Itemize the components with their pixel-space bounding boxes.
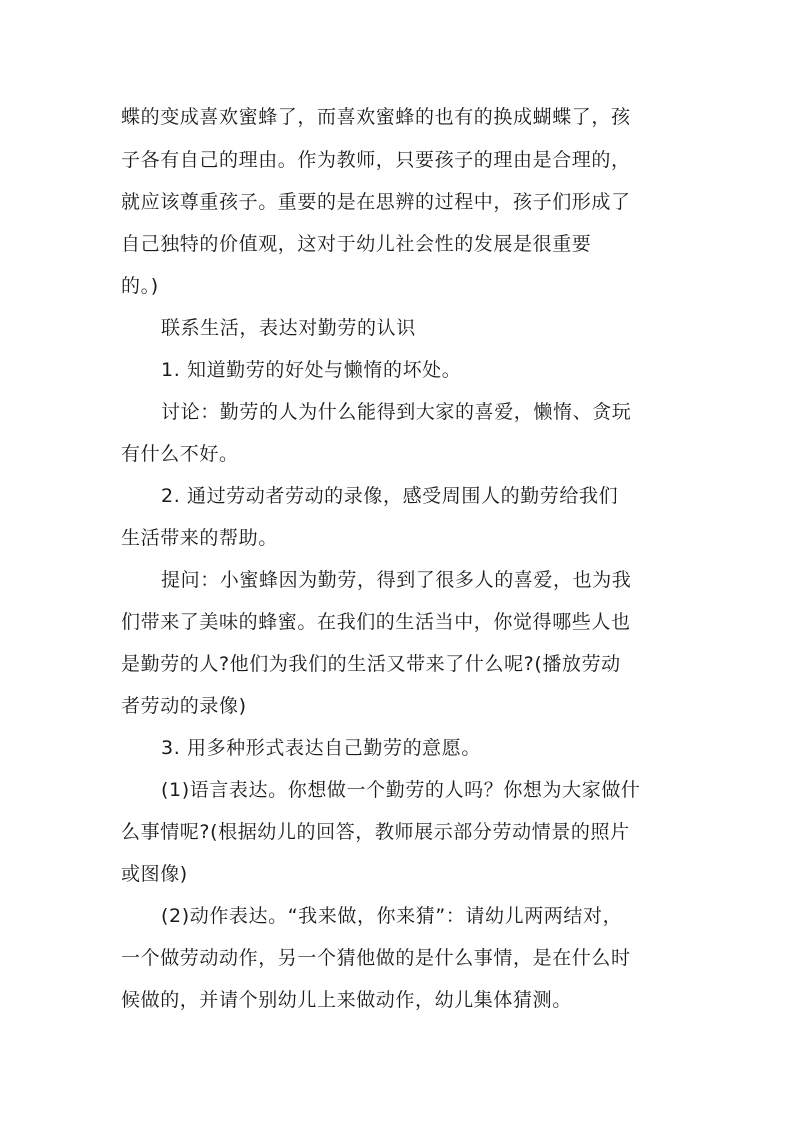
text-line: 者劳动的录像)	[121, 695, 247, 717]
text-line: 讨论：勤劳的人为什么能得到大家的喜爱，懒惰、贪玩	[161, 401, 632, 423]
text-line: 或图像)	[121, 863, 188, 885]
text-line: 就应该尊重孩子。重要的是在思辨的过程中，孩子们形成了	[121, 191, 631, 213]
text-line: 自己独特的价值观，这对于幼儿社会性的发展是很重要	[121, 233, 592, 255]
text-line: 有什么不好。	[121, 443, 239, 465]
section-heading: 联系生活，表达对勤劳的认识	[161, 317, 416, 339]
text-line: 是勤劳的人?他们为我们的生活又带来了什么呢?(播放劳动	[121, 653, 621, 675]
text-line: 候做的，并请个别幼儿上来做动作，幼儿集体猜测。	[121, 989, 572, 1011]
text-line: 一个做劳动动作，另一个猜他做的是什么事情，是在什么时	[121, 947, 631, 969]
text-line: 们带来了美味的蜂蜜。在我们的生活当中，你觉得哪些人也	[121, 611, 631, 633]
text-line: 子各有自己的理由。作为教师，只要孩子的理由是合理的，	[121, 149, 631, 171]
text-line: 提问：小蜜蜂因为勤劳，得到了很多人的喜爱，也为我	[161, 569, 632, 591]
list-item: 1. 知道勤劳的好处与懒惰的坏处。	[161, 359, 462, 381]
text-line: 蝶的变成喜欢蜜蜂了，而喜欢蜜蜂的也有的换成蝴蝶了，孩	[121, 106, 631, 128]
text-line: (2)动作表达。“我来做，你来猜”：请幼儿两两结对，	[161, 905, 623, 927]
text-line: (1)语言表达。你想做一个勤劳的人吗？你想为大家做什	[161, 779, 641, 801]
list-item: 3. 用多种形式表达自己勤劳的意愿。	[161, 737, 481, 759]
text-line: 么事情呢?(根据幼儿的回答，教师展示部分劳动情景的照片	[121, 821, 630, 843]
text-line: 的。)	[121, 275, 159, 297]
list-item: 2. 通过劳动者劳动的录像，感受周围人的勤劳给我们	[161, 485, 619, 507]
text-line: 生活带来的帮助。	[121, 527, 278, 549]
